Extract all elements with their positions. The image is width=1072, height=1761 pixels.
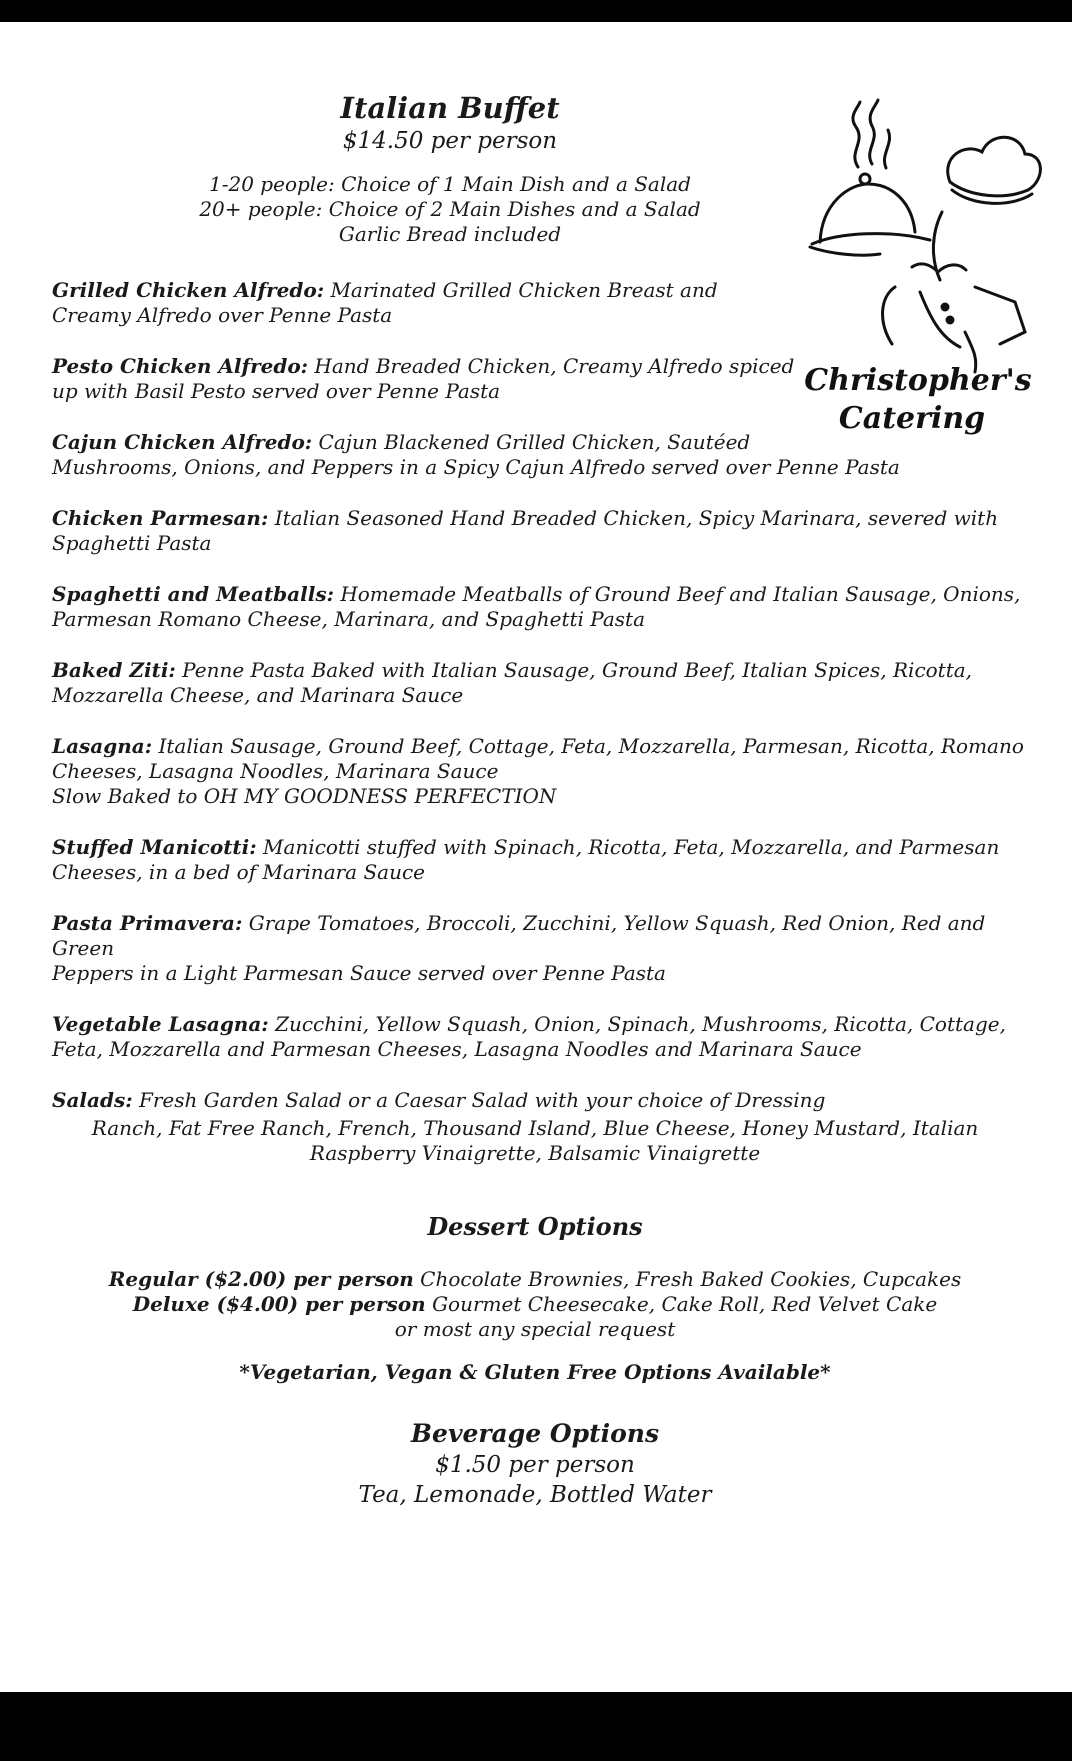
menu-item — [52, 1088, 1032, 1113]
menu-items — [52, 278, 1032, 1139]
menu-item-name: Salads: — [52, 1088, 133, 1112]
dietary-note: *Vegetarian, Vegan & Gluten Free Options Available* — [239, 1360, 831, 1384]
logo-text-line2: Catering — [838, 401, 986, 436]
menu-item-desc: Slow Baked to OH MY GOODNESS PERFECTION — [52, 784, 557, 808]
intro-line: 20+ people: Choice of 2 Main Dishes and a Salad — [199, 197, 701, 221]
dessert-regular-label: Regular ($2.00) per person — [108, 1267, 414, 1291]
menu-item-desc: Peppers in a Light Parmesan Sauce served over Penne Pasta — [52, 961, 666, 985]
menu-item-desc: Italian Sausage, Ground Beef, Cottage, Feta, Mozzarella, Parmesan, Ricotta, Romano — [158, 734, 1024, 758]
menu-item-name: Pesto Chicken Alfredo: — [52, 354, 309, 378]
menu-item-desc: Manicotti stuffed with Spinach, Ricotta, Feta, Mozzarella, and Parmesan — [263, 835, 1000, 859]
intro-line: 1-20 people: Choice of 1 Main Dish and a Salad — [209, 172, 691, 196]
menu-item-desc: Feta, Mozzarella and Parmesan Cheeses, Lasagna Noodles and Marinara Sauce — [52, 1037, 862, 1061]
menu-item — [52, 911, 1032, 986]
dessert-regular — [60, 1267, 1010, 1292]
menu-item-name: Stuffed Manicotti: — [52, 835, 257, 859]
beverage-title: Beverage Options — [410, 1419, 660, 1448]
menu-header — [60, 90, 840, 247]
menu-page — [0, 22, 1072, 1692]
menu-item-name: Grilled Chicken Alfredo: — [52, 278, 325, 302]
menu-item-desc: Cheeses, Lasagna Noodles, Marinara Sauce — [52, 759, 499, 783]
menu-item-name: Spaghetti and Meatballs: — [52, 582, 334, 606]
dressing-line: Raspberry Vinaigrette, Balsamic Vinaigrette — [309, 1141, 761, 1165]
menu-item-desc: Hand Breaded Chicken, Creamy Alfredo spiced — [314, 354, 795, 378]
dessert-deluxe-desc: Gourmet Cheesecake, Cake Roll, Red Velvet Cake — [432, 1292, 938, 1316]
buffet-price: $14.50 per person — [342, 128, 558, 154]
menu-item-desc: Zucchini, Yellow Squash, Onion, Spinach, Mushrooms, Ricotta, Cottage, — [275, 1012, 1006, 1036]
buffet-intro — [60, 172, 840, 247]
menu-item — [52, 734, 1032, 809]
menu-item-desc: Mushrooms, Onions, and Peppers in a Spicy Cajun Alfredo served over Penne Pasta — [52, 455, 900, 479]
menu-item-desc: Spaghetti Pasta — [52, 531, 212, 555]
beverage-price: $1.50 per person — [435, 1452, 635, 1478]
menu-item-desc: Italian Seasoned Hand Breaded Chicken, Spicy Marinara, severed with — [274, 506, 999, 530]
dessert-options — [60, 1267, 1010, 1342]
dressing-line: Ranch, Fat Free Ranch, French, Thousand Island, Blue Cheese, Honey Mustard, Italian — [91, 1116, 979, 1140]
menu-item — [52, 658, 1032, 708]
menu-item-name: Chicken Parmesan: — [52, 506, 269, 530]
menu-item-desc: Parmesan Romano Cheese, Marinara, and Spaghetti Pasta — [52, 607, 646, 631]
dessert-title: Dessert Options — [427, 1212, 643, 1241]
dessert-regular-desc: Chocolate Brownies, Fresh Baked Cookies, Cupcakes — [420, 1267, 962, 1291]
dressing-options — [60, 1116, 1010, 1166]
menu-item-desc: Cajun Blackened Grilled Chicken, Sautéed — [318, 430, 751, 454]
menu-item-name: Vegetable Lasagna: — [52, 1012, 269, 1036]
menu-title: Italian Buffet — [340, 91, 560, 125]
menu-item — [52, 278, 1032, 328]
dessert-deluxe — [60, 1292, 1010, 1317]
menu-item-desc: Cheeses, in a bed of Marinara Sauce — [52, 860, 425, 884]
menu-item-desc: Creamy Alfredo over Penne Pasta — [52, 303, 393, 327]
menu-item — [52, 506, 1032, 556]
menu-item-name: Cajun Chicken Alfredo: — [52, 430, 313, 454]
menu-item-name: Baked Ziti: — [52, 658, 176, 682]
menu-item-desc: Penne Pasta Baked with Italian Sausage, Ground Beef, Italian Spices, Ricotta, — [182, 658, 973, 682]
menu-item-desc: Mozzarella Cheese, and Marinara Sauce — [52, 683, 464, 707]
beverage-items: Tea, Lemonade, Bottled Water — [358, 1482, 712, 1508]
logo-text-line1: Christopher's — [804, 363, 1032, 398]
menu-item — [52, 835, 1032, 885]
menu-item — [52, 430, 1032, 480]
menu-item-desc: Grape Tomatoes, Broccoli, Zucchini, Yellow Squash, Red Onion, Red and Green — [52, 911, 986, 960]
beverage-options — [60, 1418, 1010, 1510]
menu-item-desc: up with Basil Pesto served over Penne Pasta — [52, 379, 501, 403]
menu-item-name: Pasta Primavera: — [52, 911, 243, 935]
menu-item — [52, 582, 1032, 632]
menu-item-name: Lasagna: — [52, 734, 153, 758]
dessert-deluxe-label: Deluxe ($4.00) per person — [132, 1292, 426, 1316]
intro-line: Garlic Bread included — [338, 222, 562, 246]
menu-item-desc: Fresh Garden Salad or a Caesar Salad with your choice of Dressing — [138, 1088, 826, 1112]
menu-item — [52, 1012, 1032, 1062]
menu-item-desc: Homemade Meatballs of Ground Beef and Italian Sausage, Onions, — [340, 582, 1021, 606]
menu-item-desc: Marinated Grilled Chicken Breast and — [330, 278, 718, 302]
dessert-note: or most any special request — [394, 1317, 676, 1341]
menu-item — [52, 354, 1032, 404]
